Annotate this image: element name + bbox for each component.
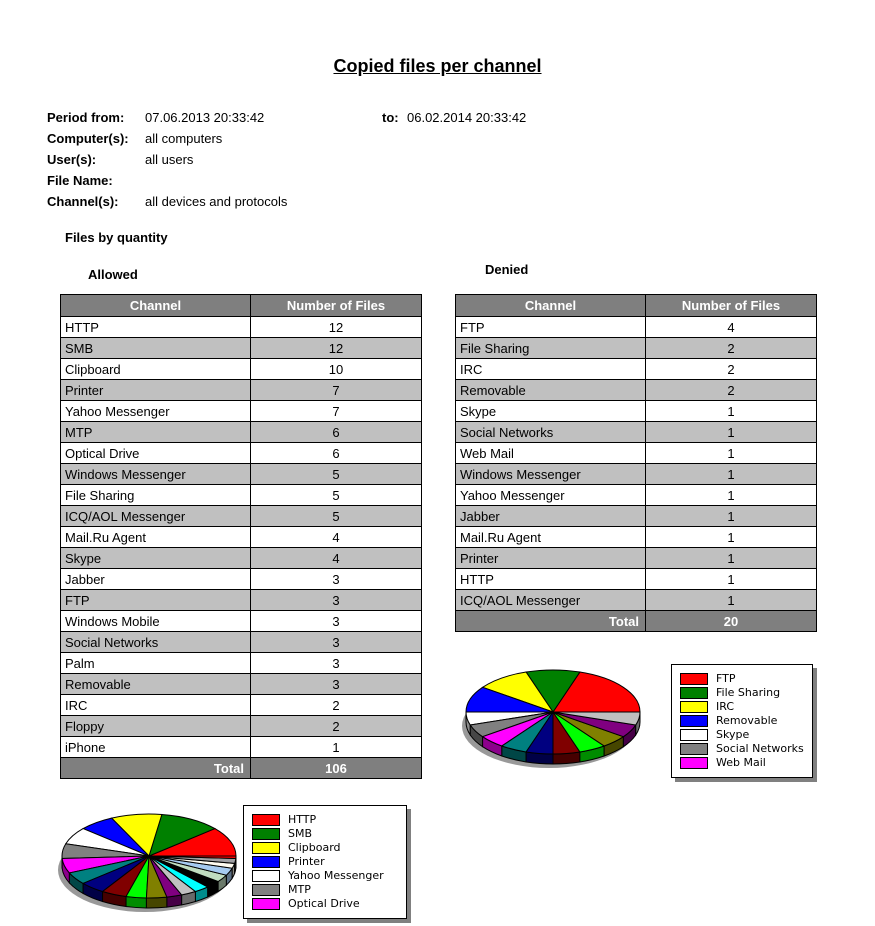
meta-row-computers (47, 128, 827, 149)
files-count-cell: 5 (251, 464, 422, 485)
files-count-cell: 5 (251, 485, 422, 506)
legend-label: Clipboard (288, 841, 341, 854)
channel-cell: Windows Mobile (61, 611, 251, 632)
column-header: Channel (61, 295, 251, 317)
table-row (61, 590, 422, 611)
table-row (61, 506, 422, 527)
channel-cell: Mail.Ru Agent (456, 527, 646, 548)
users-label: User(s): (47, 152, 97, 167)
files-count-cell: 12 (251, 317, 422, 338)
files-count-cell: 4 (646, 317, 817, 338)
table-row (61, 317, 422, 338)
table-total-row (456, 611, 817, 632)
table-row (61, 632, 422, 653)
channel-cell: iPhone (61, 737, 251, 758)
table-row (456, 443, 817, 464)
files-count-cell: 1 (646, 485, 817, 506)
table-row (456, 506, 817, 527)
table-row (456, 485, 817, 506)
files-count-cell: 4 (251, 527, 422, 548)
computers-value: all computers (145, 131, 223, 146)
period-from-value: 07.06.2013 20:33:42 (145, 110, 265, 125)
channel-cell: Clipboard (61, 359, 251, 380)
denied-table-caption: Denied (485, 262, 529, 277)
report-table (60, 294, 422, 779)
files-count-cell: 3 (251, 632, 422, 653)
channel-cell: File Sharing (456, 338, 646, 359)
table-row (456, 464, 817, 485)
legend-item (680, 756, 806, 770)
table-row (61, 443, 422, 464)
channel-cell: Mail.Ru Agent (61, 527, 251, 548)
legend-item (252, 813, 400, 827)
table-row (61, 422, 422, 443)
files-count-cell: 2 (251, 716, 422, 737)
legend-label: Web Mail (716, 756, 766, 769)
channel-cell: MTP (61, 422, 251, 443)
channel-cell: Floppy (61, 716, 251, 737)
channel-cell: Social Networks (61, 632, 251, 653)
channel-cell: Jabber (61, 569, 251, 590)
legend-swatch-icon (252, 856, 280, 868)
legend-item (252, 827, 400, 841)
allowed-files-by-quantity-svg (54, 806, 246, 918)
legend-swatch-icon (680, 701, 708, 713)
legend-item (252, 855, 400, 869)
channel-cell: ICQ/AOL Messenger (61, 506, 251, 527)
channel-cell: Skype (61, 548, 251, 569)
table-row (61, 737, 422, 758)
meta-row-period (47, 107, 827, 128)
table-row (61, 401, 422, 422)
table-row (61, 716, 422, 737)
page-title: Copied files per channel (333, 56, 542, 76)
allowed-pie-legend (243, 805, 407, 919)
files-count-cell: 1 (646, 464, 817, 485)
legend-label: Printer (288, 855, 325, 868)
files-count-cell: 3 (251, 674, 422, 695)
channel-cell: FTP (456, 317, 646, 338)
total-value-cell: 106 (251, 758, 422, 779)
total-value-cell: 20 (646, 611, 817, 632)
section-title: Files by quantity (65, 230, 168, 245)
files-count-cell: 3 (251, 569, 422, 590)
legend-item (680, 686, 806, 700)
table-row (61, 380, 422, 401)
files-count-cell: 2 (646, 380, 817, 401)
table-row (456, 527, 817, 548)
legend-swatch-icon (680, 757, 708, 769)
table-row (61, 485, 422, 506)
files-count-cell: 6 (251, 443, 422, 464)
users-value: all users (145, 152, 194, 167)
legend-swatch-icon (252, 842, 280, 854)
channel-cell: Windows Messenger (456, 464, 646, 485)
legend-label: Yahoo Messenger (288, 869, 384, 882)
files-count-cell: 1 (646, 506, 817, 527)
table-row (456, 317, 817, 338)
legend-label: File Sharing (716, 686, 781, 699)
table-row (456, 338, 817, 359)
files-count-cell: 1 (646, 548, 817, 569)
channels-value: all devices and protocols (145, 194, 288, 209)
total-label-cell: Total (456, 611, 646, 632)
channel-cell: HTTP (456, 569, 646, 590)
table-header-row (456, 295, 817, 317)
allowed-table (60, 294, 422, 779)
channel-cell: Removable (456, 380, 646, 401)
channel-cell: FTP (61, 590, 251, 611)
files-count-cell: 10 (251, 359, 422, 380)
files-count-cell: 2 (646, 359, 817, 380)
files-count-cell: 3 (251, 653, 422, 674)
column-header: Number of Files (646, 295, 817, 317)
table-row (61, 569, 422, 590)
allowed-pie-chart (54, 806, 246, 923)
legend-swatch-icon (680, 743, 708, 755)
legend-item (680, 728, 806, 742)
channel-cell: Printer (456, 548, 646, 569)
table-header-row (61, 295, 422, 317)
files-count-cell: 1 (646, 569, 817, 590)
denied-pie-legend (671, 664, 813, 778)
channel-cell: Optical Drive (61, 443, 251, 464)
table-row (456, 422, 817, 443)
allowed-table-caption: Allowed (88, 267, 138, 282)
denied-files-by-quantity-svg (458, 662, 650, 774)
legend-item (252, 869, 400, 883)
files-count-cell: 3 (251, 590, 422, 611)
pie-slice-side (146, 897, 166, 908)
channel-cell: Windows Messenger (61, 464, 251, 485)
files-count-cell: 1 (646, 422, 817, 443)
denied-pie-chart (458, 662, 650, 779)
channel-cell: Printer (61, 380, 251, 401)
legend-swatch-icon (252, 870, 280, 882)
table-row (61, 611, 422, 632)
files-count-cell: 2 (251, 695, 422, 716)
meta-row-users (47, 149, 827, 170)
meta-row-channels (47, 191, 827, 212)
files-count-cell: 6 (251, 422, 422, 443)
channel-cell: Yahoo Messenger (61, 401, 251, 422)
files-count-cell: 1 (646, 527, 817, 548)
legend-label: FTP (716, 672, 736, 685)
files-count-cell: 2 (646, 338, 817, 359)
table-row (61, 674, 422, 695)
table-row (61, 653, 422, 674)
channel-cell: SMB (61, 338, 251, 359)
channel-cell: IRC (456, 359, 646, 380)
period-from-label: Period from: (47, 110, 125, 125)
denied-table (455, 294, 817, 632)
meta-row-filename (47, 170, 827, 191)
filename-label: File Name: (47, 173, 113, 188)
table-row (456, 401, 817, 422)
channel-cell: Removable (61, 674, 251, 695)
legend-label: IRC (716, 700, 735, 713)
table-row (456, 380, 817, 401)
channel-cell: Palm (61, 653, 251, 674)
channel-cell: Social Networks (456, 422, 646, 443)
files-count-cell: 5 (251, 506, 422, 527)
channel-cell: Yahoo Messenger (456, 485, 646, 506)
legend-item (680, 700, 806, 714)
column-header: Channel (456, 295, 646, 317)
table-row (456, 359, 817, 380)
legend-swatch-icon (252, 828, 280, 840)
legend-label: Removable (716, 714, 778, 727)
legend-item (680, 742, 806, 756)
channel-cell: IRC (61, 695, 251, 716)
legend-swatch-icon (680, 687, 708, 699)
computers-label: Computer(s): (47, 131, 129, 146)
legend-item (680, 672, 806, 686)
files-count-cell: 1 (251, 737, 422, 758)
files-count-cell: 1 (646, 401, 817, 422)
files-count-cell: 7 (251, 401, 422, 422)
table-row (61, 464, 422, 485)
period-to-value: 06.02.2014 20:33:42 (407, 110, 527, 125)
period-to-label: to: (382, 110, 399, 125)
legend-item (680, 714, 806, 728)
channel-cell: File Sharing (61, 485, 251, 506)
channel-cell: Jabber (456, 506, 646, 527)
table-row (61, 548, 422, 569)
table-row (456, 569, 817, 590)
legend-swatch-icon (252, 898, 280, 910)
files-count-cell: 1 (646, 590, 817, 611)
legend-item (252, 841, 400, 855)
files-count-cell: 3 (251, 611, 422, 632)
table-row (61, 527, 422, 548)
channels-label: Channel(s): (47, 194, 119, 209)
table-total-row (61, 758, 422, 779)
table-row (61, 338, 422, 359)
files-count-cell: 4 (251, 548, 422, 569)
legend-swatch-icon (680, 673, 708, 685)
legend-swatch-icon (680, 729, 708, 741)
table-row (61, 359, 422, 380)
channel-cell: ICQ/AOL Messenger (456, 590, 646, 611)
channel-cell: Skype (456, 401, 646, 422)
legend-label: MTP (288, 883, 311, 896)
table-row (456, 590, 817, 611)
files-count-cell: 1 (646, 443, 817, 464)
legend-label: SMB (288, 827, 313, 840)
table-row (456, 548, 817, 569)
report-table (455, 294, 817, 632)
table-row (61, 695, 422, 716)
legend-swatch-icon (252, 884, 280, 896)
total-label-cell: Total (61, 758, 251, 779)
files-count-cell: 12 (251, 338, 422, 359)
legend-label: HTTP (288, 813, 317, 826)
legend-swatch-icon (252, 814, 280, 826)
files-count-cell: 7 (251, 380, 422, 401)
legend-item (252, 883, 400, 897)
legend-swatch-icon (680, 715, 708, 727)
channel-cell: Web Mail (456, 443, 646, 464)
legend-label: Social Networks (716, 742, 804, 755)
channel-cell: HTTP (61, 317, 251, 338)
column-header: Number of Files (251, 295, 422, 317)
legend-item (252, 897, 400, 911)
legend-label: Optical Drive (288, 897, 360, 910)
report-meta (47, 107, 827, 212)
legend-label: Skype (716, 728, 750, 741)
